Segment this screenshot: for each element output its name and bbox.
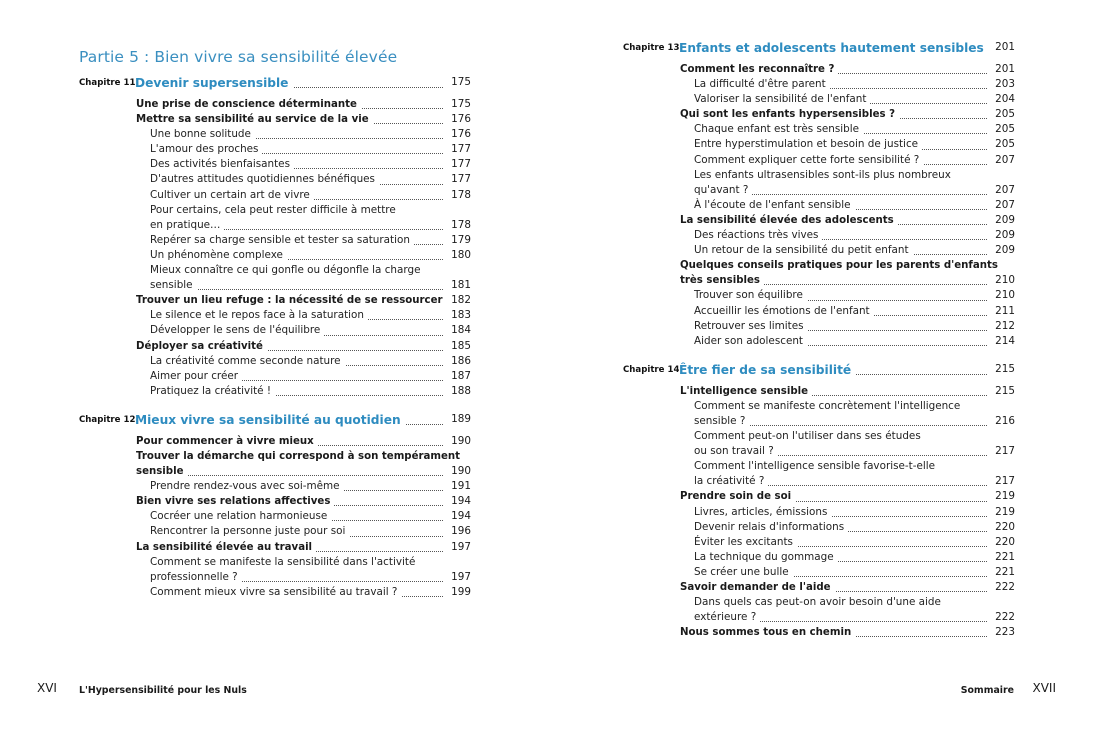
entry-text[interactable]: La sensibilité élevée au travail (136, 540, 316, 555)
toc-section-entry[interactable] (623, 213, 1015, 228)
entry-text[interactable]: très sensibles (680, 273, 764, 288)
entry-text[interactable]: Retrouver ses limites (694, 319, 808, 334)
entry-page-number: 199 (451, 585, 471, 598)
toc-chapter-heading[interactable] (79, 408, 471, 430)
entry-page-number: 217 (995, 445, 1015, 458)
toc-subsection-entry[interactable] (79, 570, 471, 585)
entry-text[interactable]: Une prise de conscience déterminante (136, 97, 361, 112)
entry-text[interactable]: L'intelligence sensible (680, 384, 812, 399)
entry-label (680, 213, 987, 228)
entry-label (136, 293, 443, 308)
entry-label (694, 459, 987, 474)
entry-text[interactable]: Mieux connaître ce qui gonfle ou dégonfle la charge (150, 263, 424, 278)
chapter-number: Chapitre 14 (623, 364, 680, 375)
toc-subsection-entry[interactable] (79, 248, 471, 263)
entry-text[interactable]: Trouver un lieu refuge : la nécessité de se ressourcer (136, 293, 447, 308)
entry-label (694, 414, 987, 429)
toc-subsection-entry[interactable] (79, 233, 471, 248)
toc-subsection-entry[interactable] (623, 474, 1015, 489)
entry-label (694, 319, 987, 334)
toc-subsection-entry[interactable] (79, 509, 471, 524)
entry-page-number: 209 (995, 229, 1015, 242)
toc-section-entry[interactable] (623, 384, 1015, 399)
toc-section-entry[interactable] (623, 62, 1015, 77)
entry-page-number: 188 (451, 384, 471, 397)
toc-subsection-entry[interactable] (623, 414, 1015, 429)
entry-text[interactable]: Pour certains, cela peut rester difficile à mettre (150, 203, 400, 218)
entry-text[interactable]: Un phénomène complexe (150, 248, 287, 263)
toc-subsection-entry[interactable] (79, 524, 471, 539)
toc-section-entry[interactable] (79, 464, 471, 479)
entry-page-number: 181 (451, 279, 471, 292)
toc-subsection-entry[interactable] (623, 505, 1015, 520)
entry-label (136, 339, 443, 354)
entry-text[interactable]: Nous sommes tous en chemin (680, 625, 855, 640)
toc-subsection-entry[interactable] (623, 198, 1015, 213)
entry-page-number: 209 (995, 244, 1015, 257)
entry-label (694, 595, 987, 610)
chapter-number: Chapitre 13 (623, 43, 680, 53)
entry-page-number: 216 (995, 414, 1015, 427)
chapter-title[interactable]: Mieux vivre sa sensibilité au quotidien (135, 413, 406, 427)
toc-section-entry[interactable] (79, 540, 471, 555)
entry-text[interactable]: Éviter les excitants (694, 535, 797, 550)
entry-text[interactable]: Livres, articles, émissions (694, 505, 831, 520)
entry-label (680, 62, 987, 77)
toc-subsection-entry[interactable] (79, 172, 471, 187)
entry-label (150, 555, 443, 570)
entry-text[interactable]: Cocréer une relation harmonieuse (150, 509, 331, 524)
entry-page-number: 219 (995, 505, 1015, 518)
entry-text[interactable]: Dans quels cas peut-on avoir besoin d'une aide (694, 595, 945, 610)
entry-label (136, 540, 443, 555)
entry-label (680, 107, 987, 122)
entry-text[interactable]: Comment expliquer cette forte sensibilité ? (694, 153, 923, 168)
entry-text[interactable]: Aider son adolescent (694, 334, 807, 349)
toc-subsection-entry[interactable] (79, 127, 471, 142)
entry-page-number: 220 (995, 535, 1015, 548)
entry-text[interactable]: Chaque enfant est très sensible (694, 122, 863, 137)
entry-text[interactable]: Des réactions très vives (694, 228, 822, 243)
entry-page-number: 178 (451, 188, 471, 201)
entry-label (694, 444, 987, 459)
entry-page-number: 177 (451, 158, 471, 171)
entry-text[interactable]: Trouver la démarche qui correspond à son tempérament (136, 449, 464, 464)
toc-section-entry[interactable] (79, 434, 471, 449)
toc-chapter-heading[interactable] (79, 71, 471, 93)
toc-section-entry[interactable] (79, 97, 471, 112)
right-page (549, 0, 1099, 732)
entry-label (150, 172, 443, 187)
left-page (0, 0, 549, 732)
entry-label (150, 218, 443, 233)
toc-subsection-entry[interactable] (623, 319, 1015, 334)
toc-chapter-heading[interactable] (623, 36, 1015, 58)
toc-section-entry[interactable] (79, 339, 471, 354)
toc-subsection-entry[interactable] (79, 369, 471, 384)
entry-page-number: 207 (995, 198, 1015, 211)
entry-label (150, 142, 443, 157)
toc-subsection-entry[interactable] (79, 384, 471, 399)
entry-page-number: 211 (995, 304, 1015, 317)
entry-text[interactable]: Bien vivre ses relations affectives (136, 494, 334, 509)
toc-right (623, 36, 1015, 640)
entry-page-number: 210 (995, 274, 1015, 287)
toc-subsection-entry[interactable] (79, 142, 471, 157)
chapter-title[interactable]: Enfants et adolescents hautement sensibles (679, 41, 989, 55)
entry-text[interactable]: Entre hyperstimulation et besoin de justice (694, 137, 922, 152)
toc-subsection-entry[interactable] (623, 137, 1015, 152)
entry-text[interactable]: qu'avant ? (694, 183, 752, 198)
toc-subsection-entry[interactable] (79, 263, 471, 278)
toc-subsection-entry[interactable] (623, 168, 1015, 183)
entry-label (150, 233, 443, 248)
chapter-label (679, 358, 987, 381)
entry-text[interactable]: extérieure ? (694, 610, 760, 625)
entry-text[interactable]: professionnelle ? (150, 570, 242, 585)
entry-page-number: 177 (451, 173, 471, 186)
entry-label (150, 369, 443, 384)
entry-label (150, 585, 443, 600)
toc-subsection-entry[interactable] (623, 122, 1015, 137)
toc-subsection-entry[interactable] (79, 555, 471, 570)
entry-label (150, 308, 443, 323)
entry-label (150, 203, 443, 218)
entry-text[interactable]: Se créer une bulle (694, 565, 793, 580)
toc-subsection-entry[interactable] (623, 535, 1015, 550)
toc-section-entry[interactable] (623, 107, 1015, 122)
entry-page-number: 180 (451, 248, 471, 261)
chapter-page-number: 215 (995, 362, 1015, 375)
toc-section-entry[interactable] (79, 112, 471, 127)
entry-label (694, 565, 987, 580)
toc-subsection-entry[interactable] (623, 565, 1015, 580)
entry-text[interactable]: La technique du gommage (694, 550, 838, 565)
entry-text[interactable]: Comment se manifeste la sensibilité dans l'activité (150, 555, 419, 570)
entry-label (694, 535, 987, 550)
toc-subsection-entry[interactable] (623, 520, 1015, 535)
entry-page-number: 175 (451, 98, 471, 110)
entry-text[interactable]: Quelques conseils pratiques pour les parents d'enfants (680, 258, 1002, 273)
toc-subsection-entry[interactable] (623, 610, 1015, 625)
entry-label (694, 520, 987, 535)
entry-label (680, 258, 998, 273)
toc-subsection-entry[interactable] (79, 585, 471, 600)
entry-page-number: 191 (451, 480, 471, 493)
chapter-title[interactable]: Devenir supersensible (135, 76, 293, 90)
toc-subsection-entry[interactable] (623, 153, 1015, 168)
toc-subsection-entry[interactable] (79, 188, 471, 203)
book-title: L'Hypersensibilité pour les Nuls (79, 685, 247, 696)
toc-subsection-entry[interactable] (623, 77, 1015, 92)
entry-page-number: 207 (995, 153, 1015, 166)
toc-left (79, 71, 471, 600)
entry-page-number: 222 (995, 611, 1015, 624)
entry-page-number: 221 (995, 550, 1015, 563)
entry-label (694, 610, 987, 625)
entry-page-number: 197 (451, 540, 471, 553)
toc-subsection-entry[interactable] (623, 444, 1015, 459)
entry-text[interactable]: sensible (136, 464, 187, 479)
entry-label (694, 183, 987, 198)
entry-page-number: 183 (451, 309, 471, 322)
entry-text[interactable]: Pour commencer à vivre mieux (136, 434, 318, 449)
entry-text[interactable]: Comment les reconnaître ? (680, 62, 838, 77)
entry-label (694, 153, 987, 168)
entry-label (136, 464, 443, 479)
entry-page-number: 190 (451, 434, 471, 447)
entry-text[interactable]: La sensibilité élevée des adolescents (680, 213, 898, 228)
entry-text[interactable]: Une bonne solitude (150, 127, 255, 142)
entry-page-number: 205 (995, 123, 1015, 136)
toc-subsection-entry[interactable] (623, 304, 1015, 319)
entry-page-number: 187 (451, 369, 471, 382)
toc-subsection-entry[interactable] (623, 550, 1015, 565)
entry-text[interactable]: Prendre soin de soi (680, 489, 795, 504)
entry-label (150, 248, 443, 263)
entry-page-number: 209 (995, 213, 1015, 226)
entry-page-number: 179 (451, 233, 471, 246)
entry-page-number: 176 (451, 113, 471, 126)
entry-text[interactable]: Mettre sa sensibilité au service de la vie (136, 112, 373, 127)
entry-text[interactable]: Le silence et le repos face à la saturation (150, 308, 368, 323)
chapter-label (135, 71, 443, 94)
entry-label (680, 580, 987, 595)
chapter-title[interactable]: Être fier de sa sensibilité (679, 363, 856, 377)
entry-label (136, 112, 443, 127)
entry-page-number: 184 (451, 324, 471, 337)
entry-label (150, 570, 443, 585)
entry-label (680, 625, 987, 640)
entry-text[interactable]: Un retour de la sensibilité du petit enfant (694, 243, 913, 258)
entry-label (694, 137, 987, 152)
entry-text[interactable]: Rencontrer la personne juste pour soi (150, 524, 349, 539)
toc-subsection-entry[interactable] (79, 203, 471, 218)
entry-label (150, 127, 443, 142)
entry-label (694, 429, 987, 444)
entry-label (694, 304, 987, 319)
entry-label (150, 157, 443, 172)
entry-text[interactable]: Accueillir les émotions de l'enfant (694, 304, 874, 319)
toc-chapter-heading[interactable] (623, 358, 1015, 380)
entry-page-number: 204 (995, 93, 1015, 106)
entry-page-number: 186 (451, 354, 471, 367)
toc-subsection-entry[interactable] (79, 354, 471, 369)
toc-subsection-entry[interactable] (79, 323, 471, 338)
entry-label (136, 449, 461, 464)
entry-page-number: 182 (451, 294, 471, 307)
entry-label (694, 334, 987, 349)
page-folio-right: XVII (1032, 681, 1056, 695)
entry-label (150, 323, 443, 338)
toc-section-entry[interactable] (79, 494, 471, 509)
chapter-page-number: 175 (451, 76, 471, 88)
entry-page-number: 203 (995, 78, 1015, 91)
toc-subsection-entry[interactable] (623, 183, 1015, 198)
entry-page-number: 215 (995, 384, 1015, 397)
entry-text[interactable]: la créativité ? (694, 474, 768, 489)
toc-section-entry[interactable] (623, 625, 1015, 640)
entry-label (150, 524, 443, 539)
entry-page-number: 212 (995, 319, 1015, 332)
toc-subsection-entry[interactable] (623, 595, 1015, 610)
entry-text[interactable]: Déployer sa créativité (136, 339, 267, 354)
entry-text[interactable]: Pratiquez la créativité ! (150, 384, 275, 399)
chapter-number: Chapitre 11 (79, 78, 136, 88)
entry-label (694, 122, 987, 137)
entry-label (150, 263, 443, 278)
toc-subsection-entry[interactable] (623, 399, 1015, 414)
entry-text[interactable]: Devenir relais d'informations (694, 520, 848, 535)
entry-page-number: 201 (995, 63, 1015, 75)
entry-page-number: 205 (995, 108, 1015, 121)
entry-page-number: 210 (995, 289, 1015, 302)
entry-label (150, 479, 443, 494)
entry-label (136, 97, 443, 112)
entry-text[interactable]: Comment l'intelligence sensible favorise-t-elle (694, 459, 939, 474)
entry-text[interactable]: Prendre rendez-vous avec soi-même (150, 479, 344, 494)
entry-text[interactable]: Aimer pour créer (150, 369, 242, 384)
entry-page-number: 194 (451, 495, 471, 508)
entry-page-number: 221 (995, 565, 1015, 578)
section-name: Sommaire (960, 685, 1014, 696)
toc-subsection-entry[interactable] (623, 429, 1015, 444)
entry-text[interactable]: sensible (150, 278, 197, 293)
entry-text[interactable]: D'autres attitudes quotidiennes bénéfiques (150, 172, 379, 187)
toc-subsection-entry[interactable] (79, 218, 471, 233)
toc-subsection-entry[interactable] (79, 157, 471, 172)
entry-page-number: 190 (451, 465, 471, 478)
entry-label (694, 92, 987, 107)
entry-text[interactable]: Qui sont les enfants hypersensibles ? (680, 107, 899, 122)
entry-page-number: 196 (451, 525, 471, 538)
chapter-spacer (79, 399, 471, 408)
entry-text[interactable]: La créativité comme seconde nature (150, 354, 345, 369)
entry-label (150, 509, 443, 524)
entry-label (680, 489, 987, 504)
entry-page-number: 185 (451, 339, 471, 352)
entry-page-number: 197 (451, 570, 471, 583)
entry-label (150, 384, 443, 399)
chapter-label (679, 36, 987, 59)
entry-label (694, 550, 987, 565)
toc-section-entry[interactable] (623, 258, 1015, 273)
toc-subsection-entry[interactable] (623, 228, 1015, 243)
entry-text[interactable]: Comment mieux vivre sa sensibilité au travail ? (150, 585, 401, 600)
entry-text[interactable]: en pratique… (150, 218, 224, 233)
toc-subsection-entry[interactable] (623, 288, 1015, 303)
entry-text[interactable]: Comment peut-on l'utiliser dans ses études (694, 429, 925, 444)
toc-subsection-entry[interactable] (79, 278, 471, 293)
entry-page-number: 222 (995, 581, 1015, 593)
entry-label (694, 243, 987, 258)
entry-page-number: 217 (995, 475, 1015, 488)
toc-subsection-entry[interactable] (79, 479, 471, 494)
toc-section-entry[interactable] (623, 489, 1015, 504)
entry-text[interactable]: Les enfants ultrasensibles sont-ils plus nombreux (694, 168, 955, 183)
toc-subsection-entry[interactable] (623, 243, 1015, 258)
entry-text[interactable]: Trouver son équilibre (694, 288, 807, 303)
entry-page-number: 205 (995, 138, 1015, 151)
entry-text[interactable]: À l'écoute de l'enfant sensible (694, 198, 855, 213)
entry-label (694, 228, 987, 243)
entry-text[interactable]: Repérer sa charge sensible et tester sa saturation (150, 233, 414, 248)
entry-text[interactable]: Des activités bienfaisantes (150, 157, 294, 172)
entry-text[interactable]: Comment se manifeste concrètement l'intelligence (694, 399, 964, 414)
toc-subsection-entry[interactable] (623, 459, 1015, 474)
entry-label (150, 354, 443, 369)
entry-page-number: 176 (451, 128, 471, 141)
entry-page-number: 219 (995, 490, 1015, 503)
toc-section-entry[interactable] (79, 293, 471, 308)
entry-page-number: 177 (451, 143, 471, 156)
entry-page-number: 220 (995, 520, 1015, 533)
entry-label (694, 505, 987, 520)
entry-label (694, 474, 987, 489)
entry-page-number: 214 (995, 334, 1015, 347)
entry-text[interactable]: L'amour des proches (150, 142, 262, 157)
chapter-page-number: 201 (995, 41, 1015, 53)
entry-text[interactable]: La difficulté d'être parent (694, 77, 830, 92)
entry-text[interactable]: Savoir demander de l'aide (680, 580, 835, 595)
chapter-spacer (623, 349, 1015, 358)
chapter-label (135, 408, 443, 431)
entry-label (694, 77, 987, 92)
entry-text[interactable]: Développer le sens de l'équilibre (150, 323, 324, 338)
toc-section-entry[interactable] (623, 273, 1015, 288)
entry-label (680, 384, 987, 399)
entry-text[interactable]: Cultiver un certain art de vivre (150, 188, 314, 203)
entry-label (694, 168, 987, 183)
toc-section-entry[interactable] (79, 449, 471, 464)
page-folio-left: XVI (37, 681, 57, 695)
toc-subsection-entry[interactable] (79, 308, 471, 323)
entry-text[interactable]: ou son travail ? (694, 444, 778, 459)
toc-section-entry[interactable] (623, 580, 1015, 595)
entry-text[interactable]: Valoriser la sensibilité de l'enfant (694, 92, 870, 107)
entry-label (680, 273, 987, 288)
entry-page-number: 178 (451, 218, 471, 231)
entry-label (136, 494, 443, 509)
entry-text[interactable]: sensible ? (694, 414, 749, 429)
entry-page-number: 223 (995, 626, 1015, 639)
toc-subsection-entry[interactable] (623, 92, 1015, 107)
toc-subsection-entry[interactable] (623, 334, 1015, 349)
chapter-number: Chapitre 12 (79, 414, 136, 425)
entry-label (694, 399, 987, 414)
part-title: Partie 5 : Bien vivre sa sensibilité élevée (79, 48, 398, 67)
entry-label (136, 434, 443, 449)
entry-label (694, 198, 987, 213)
chapter-page-number: 189 (451, 412, 471, 425)
entry-label (694, 288, 987, 303)
entry-page-number: 207 (995, 183, 1015, 196)
entry-label (150, 188, 443, 203)
entry-label (150, 278, 443, 293)
entry-page-number: 194 (451, 510, 471, 523)
